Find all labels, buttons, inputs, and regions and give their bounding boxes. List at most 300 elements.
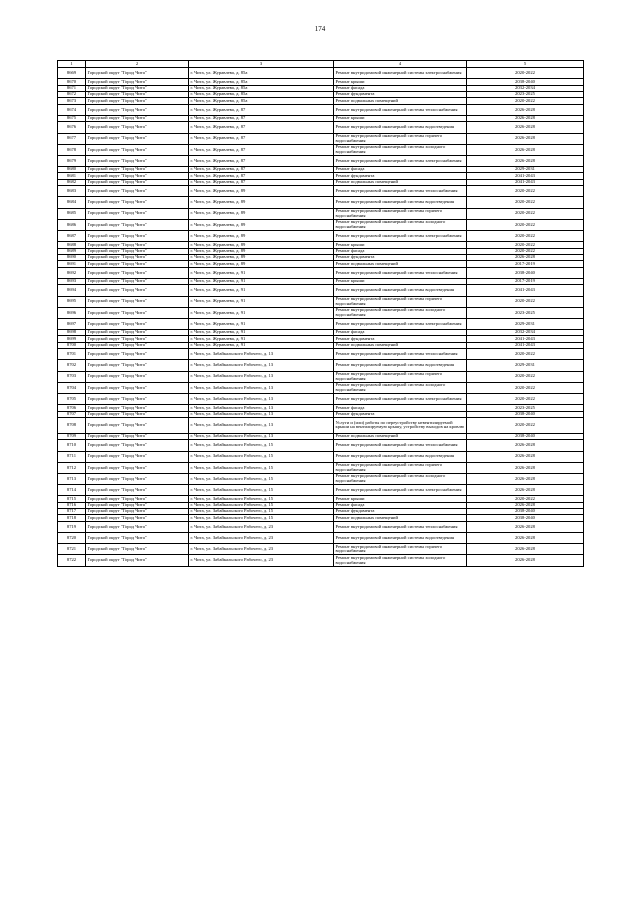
table-row — [58, 133, 584, 144]
cell-period: 2017-2019 — [467, 278, 584, 284]
header-cell-1: 1 — [58, 61, 86, 68]
cell-work-type: Ремонт подвальных помещений — [334, 342, 467, 348]
cell-work-type: Ремонт фундамента — [334, 91, 467, 97]
cell-address: г. Чита, ул. Забайкальского Рабочего, д. 15 — [189, 496, 334, 502]
cell-work-type: Ремонт подвальных помещений — [334, 261, 467, 267]
cell-work-type: Ремонт внутридомовой инженерной системы холодного водоснабжения — [334, 555, 467, 566]
table-row — [58, 473, 584, 484]
cell-address: г. Чита, ул. Забайкальского Рабочего, д. 15 — [189, 509, 334, 515]
cell-work-type: Ремонт внутридомовой инженерной системы горячего водоснабжения — [334, 462, 467, 473]
table-row — [58, 197, 584, 208]
cell-row-number: 8717 — [58, 509, 86, 515]
cell-period: 2020-2022 — [467, 231, 584, 242]
cell-address: г. Чита, ул. Забайкальского Рабочего, д. 15 — [189, 440, 334, 451]
cell-row-number: 8672 — [58, 91, 86, 97]
cell-municipality: Городской округ "Город Чита" — [86, 167, 189, 173]
cell-row-number: 8686 — [58, 219, 86, 230]
cell-row-number: 8702 — [58, 360, 86, 371]
cell-municipality: Городской округ "Город Чита" — [86, 261, 189, 267]
cell-row-number: 8720 — [58, 533, 86, 544]
cell-address: г. Чита, ул. Забайкальского Рабочего, д. 15 — [189, 473, 334, 484]
cell-municipality: Городской округ "Город Чита" — [86, 411, 189, 417]
cell-work-type: Услуги и (или) работы по переустройству невентилируемой крыши на вентилируемую крышу, устройству выходов на кровлю — [334, 417, 467, 433]
cell-period: 2026-2028 — [467, 485, 584, 496]
cell-row-number: 8680 — [58, 167, 86, 173]
cell-municipality: Городской округ "Город Чита" — [86, 440, 189, 451]
cell-municipality: Городской округ "Город Чита" — [86, 85, 189, 91]
cell-work-type: Ремонт подвальных помещений — [334, 515, 467, 521]
cell-municipality: Городской округ "Город Чита" — [86, 98, 189, 104]
cell-address: г. Чита, ул. Забайкальского Рабочего, д. 23 — [189, 555, 334, 566]
cell-municipality: Городской округ "Город Чита" — [86, 349, 189, 360]
page-number: 174 — [314, 25, 326, 33]
cell-row-number: 8712 — [58, 462, 86, 473]
cell-row-number: 8689 — [58, 248, 86, 254]
cell-municipality: Городской округ "Город Чита" — [86, 144, 189, 155]
cell-work-type: Ремонт фундамента — [334, 173, 467, 179]
table-row — [58, 360, 584, 371]
cell-work-type: Ремонт крыши — [334, 278, 467, 284]
cell-address: г. Чита, ул. Журавлева, д. 85а — [189, 91, 334, 97]
cell-address: г. Чита, ул. Журавлева, д. 91 — [189, 307, 334, 318]
cell-period: 2029-2031 — [467, 318, 584, 329]
cell-row-number: 8719 — [58, 521, 86, 532]
cell-work-type: Ремонт внутридомовой инженерной системы холодного водоснабжения — [334, 307, 467, 318]
cell-work-type: Ремонт фундамента — [334, 509, 467, 515]
cell-row-number: 8697 — [58, 318, 86, 329]
cell-work-type: Ремонт внутридомовой инженерной системы горячего водоснабжения — [334, 371, 467, 382]
cell-period: 2020-2022 — [467, 208, 584, 219]
cell-work-type: Ремонт фасада — [334, 330, 467, 336]
cell-row-number: 8670 — [58, 79, 86, 85]
cell-address: г. Чита, ул. Журавлева, д. 91 — [189, 296, 334, 307]
cell-row-number: 8688 — [58, 242, 86, 248]
cell-row-number: 8681 — [58, 173, 86, 179]
cell-municipality: Городской округ "Город Чита" — [86, 555, 189, 566]
cell-period: 2026-2028 — [467, 104, 584, 115]
cell-address: г. Чита, ул. Забайкальского Рабочего, д. 23 — [189, 544, 334, 555]
cell-period: 2020-2022 — [467, 382, 584, 393]
cell-row-number: 8684 — [58, 197, 86, 208]
cell-row-number: 8703 — [58, 371, 86, 382]
cell-municipality: Городской округ "Город Чита" — [86, 371, 189, 382]
cell-address: г. Чита, ул. Забайкальского Рабочего, д. 13 — [189, 382, 334, 393]
cell-address: г. Чита, ул. Забайкальского Рабочего, д. 13 — [189, 417, 334, 433]
capital-repair-table — [57, 60, 584, 567]
cell-municipality: Городской округ "Город Чита" — [86, 462, 189, 473]
cell-work-type: Ремонт внутридомовой инженерной системы водоотведения — [334, 122, 467, 133]
cell-municipality: Городской округ "Город Чита" — [86, 318, 189, 329]
cell-row-number: 8691 — [58, 261, 86, 267]
cell-municipality: Городской округ "Город Чита" — [86, 79, 189, 85]
cell-period: 2038-2040 — [467, 79, 584, 85]
header-row — [58, 61, 584, 68]
cell-period: 2026-2028 — [467, 155, 584, 166]
cell-work-type: Ремонт фасада — [334, 167, 467, 173]
cell-municipality: Городской округ "Город Чита" — [86, 521, 189, 532]
cell-period: 2020-2022 — [467, 248, 584, 254]
table-row — [58, 267, 584, 278]
cell-address: г. Чита, ул. Журавлева, д. 89 — [189, 242, 334, 248]
table-row — [58, 555, 584, 566]
cell-work-type: Ремонт внутридомовой инженерной системы теплоснабжения — [334, 440, 467, 451]
table-row — [58, 485, 584, 496]
cell-address: г. Чита, ул. Журавлева, д. 91 — [189, 336, 334, 342]
cell-row-number: 8714 — [58, 485, 86, 496]
cell-municipality: Городской округ "Город Чита" — [86, 197, 189, 208]
cell-municipality: Городской округ "Город Чита" — [86, 133, 189, 144]
cell-address: г. Чита, ул. Забайкальского Рабочего, д. 13 — [189, 360, 334, 371]
cell-municipality: Городской округ "Город Чита" — [86, 219, 189, 230]
cell-row-number: 8705 — [58, 394, 86, 405]
cell-work-type: Ремонт внутридомовой инженерной системы электроснабжения — [334, 155, 467, 166]
cell-period: 2020-2022 — [467, 219, 584, 230]
cell-municipality: Городской округ "Город Чита" — [86, 405, 189, 411]
cell-address: г. Чита, ул. Журавлева, д. 89 — [189, 231, 334, 242]
cell-municipality: Городской округ "Город Чита" — [86, 186, 189, 197]
cell-row-number: 8704 — [58, 382, 86, 393]
cell-period: 2020-2022 — [467, 197, 584, 208]
cell-address: г. Чита, ул. Журавлева, д. 85а — [189, 79, 334, 85]
cell-row-number: 8671 — [58, 85, 86, 91]
cell-address: г. Чита, ул. Журавлева, д. 85а — [189, 85, 334, 91]
cell-work-type: Ремонт внутридомовой инженерной системы электроснабжения — [334, 231, 467, 242]
cell-address: г. Чита, ул. Журавлева, д. 87 — [189, 115, 334, 121]
cell-row-number: 8713 — [58, 473, 86, 484]
cell-work-type: Ремонт внутридомовой инженерной системы водоотведения — [334, 360, 467, 371]
cell-row-number: 8700 — [58, 342, 86, 348]
cell-work-type: Ремонт внутридомовой инженерной системы теплоснабжения — [334, 104, 467, 115]
cell-period: 2038-2040 — [467, 515, 584, 521]
cell-work-type: Ремонт фасада — [334, 248, 467, 254]
cell-period: 2020-2022 — [467, 417, 584, 433]
cell-work-type: Ремонт фундамента — [334, 336, 467, 342]
cell-period: 2020-2022 — [467, 242, 584, 248]
table-row — [58, 307, 584, 318]
cell-address: г. Чита, ул. Забайкальского Рабочего, д. 13 — [189, 405, 334, 411]
cell-municipality: Городской округ "Город Чита" — [86, 330, 189, 336]
cell-row-number: 8721 — [58, 544, 86, 555]
cell-work-type: Ремонт фундамента — [334, 254, 467, 260]
table-row — [58, 296, 584, 307]
cell-row-number: 8715 — [58, 496, 86, 502]
table-row — [58, 285, 584, 296]
cell-work-type: Ремонт крыши — [334, 79, 467, 85]
cell-row-number: 8687 — [58, 231, 86, 242]
cell-municipality: Городской округ "Город Чита" — [86, 502, 189, 508]
cell-work-type: Ремонт внутридомовой инженерной системы электроснабжения — [334, 485, 467, 496]
cell-period: 2026-2028 — [467, 533, 584, 544]
cell-period: 2017-2019 — [467, 261, 584, 267]
cell-municipality: Городской округ "Город Чита" — [86, 254, 189, 260]
cell-period: 2023-2025 — [467, 91, 584, 97]
cell-period: 2032-2034 — [467, 85, 584, 91]
cell-row-number: 8701 — [58, 349, 86, 360]
cell-period: 2026-2028 — [467, 502, 584, 508]
cell-row-number: 8683 — [58, 186, 86, 197]
cell-period: 2020-2022 — [467, 186, 584, 197]
cell-municipality: Городской округ "Город Чита" — [86, 248, 189, 254]
cell-row-number: 8709 — [58, 433, 86, 439]
cell-address: г. Чита, ул. Журавлева, д. 87 — [189, 155, 334, 166]
header-cell-3: 3 — [189, 61, 334, 68]
cell-municipality: Городской округ "Город Чита" — [86, 155, 189, 166]
cell-municipality: Городской округ "Город Чита" — [86, 91, 189, 97]
cell-work-type: Ремонт фасада — [334, 405, 467, 411]
cell-work-type: Ремонт внутридомовой инженерной системы холодного водоснабжения — [334, 144, 467, 155]
cell-row-number: 8718 — [58, 515, 86, 521]
cell-row-number: 8707 — [58, 411, 86, 417]
cell-municipality: Городской округ "Город Чита" — [86, 360, 189, 371]
cell-period: 2020-2022 — [467, 496, 584, 502]
cell-address: г. Чита, ул. Журавлева, д. 91 — [189, 267, 334, 278]
table-row — [58, 231, 584, 242]
cell-municipality: Городской округ "Город Чита" — [86, 267, 189, 278]
table-row — [58, 208, 584, 219]
cell-period: 2020-2022 — [467, 394, 584, 405]
cell-work-type: Ремонт внутридомовой инженерной системы электроснабжения — [334, 318, 467, 329]
cell-period: 2026-2028 — [467, 122, 584, 133]
cell-work-type: Ремонт внутридомовой инженерной системы горячего водоснабжения — [334, 544, 467, 555]
cell-period: 2041-2043 — [467, 336, 584, 342]
cell-period: 2026-2028 — [467, 555, 584, 566]
table-row — [58, 451, 584, 462]
cell-address: г. Чита, ул. Журавлева, д. 87 — [189, 179, 334, 185]
cell-address: г. Чита, ул. Журавлева, д. 91 — [189, 285, 334, 296]
cell-period: 2026-2028 — [467, 473, 584, 484]
cell-row-number: 8708 — [58, 417, 86, 433]
cell-municipality: Городской округ "Город Чита" — [86, 122, 189, 133]
cell-work-type: Ремонт внутридомовой инженерной системы холодного водоснабжения — [334, 219, 467, 230]
cell-row-number: 8692 — [58, 267, 86, 278]
cell-row-number: 8682 — [58, 179, 86, 185]
cell-period: 2038-2040 — [467, 267, 584, 278]
table-row — [58, 521, 584, 532]
cell-address: г. Чита, ул. Журавлева, д. 85а — [189, 98, 334, 104]
cell-work-type: Ремонт внутридомовой инженерной системы теплоснабжения — [334, 186, 467, 197]
cell-row-number: 8722 — [58, 555, 86, 566]
cell-address: г. Чита, ул. Забайкальского Рабочего, д. 15 — [189, 462, 334, 473]
cell-address: г. Чита, ул. Журавлева, д. 91 — [189, 342, 334, 348]
cell-municipality: Городской округ "Город Чита" — [86, 285, 189, 296]
cell-work-type: Ремонт крыши — [334, 115, 467, 121]
cell-municipality: Городской округ "Город Чита" — [86, 104, 189, 115]
cell-row-number: 8706 — [58, 405, 86, 411]
cell-municipality: Городской округ "Город Чита" — [86, 342, 189, 348]
table-row — [58, 155, 584, 166]
cell-period: 2041-2043 — [467, 342, 584, 348]
cell-municipality: Городской округ "Город Чита" — [86, 296, 189, 307]
cell-row-number: 8698 — [58, 330, 86, 336]
cell-address: г. Чита, ул. Забайкальского Рабочего, д. 13 — [189, 394, 334, 405]
cell-address: г. Чита, ул. Журавлева, д. 89 — [189, 219, 334, 230]
cell-address: г. Чита, ул. Журавлева, д. 87 — [189, 133, 334, 144]
cell-municipality: Городской округ "Город Чита" — [86, 179, 189, 185]
cell-row-number: 8677 — [58, 133, 86, 144]
table-row — [58, 382, 584, 393]
cell-municipality: Городской округ "Город Чита" — [86, 515, 189, 521]
cell-municipality: Городской округ "Город Чита" — [86, 533, 189, 544]
cell-period: 2029-2031 — [467, 360, 584, 371]
cell-row-number: 8716 — [58, 502, 86, 508]
cell-row-number: 8710 — [58, 440, 86, 451]
cell-period: 2026-2028 — [467, 440, 584, 451]
cell-work-type: Ремонт внутридомовой инженерной системы водоотведения — [334, 285, 467, 296]
cell-row-number: 8685 — [58, 208, 86, 219]
cell-work-type: Ремонт внутридомовой инженерной системы водоотведения — [334, 197, 467, 208]
table-row — [58, 144, 584, 155]
table-body — [58, 61, 584, 567]
cell-work-type: Ремонт внутридомовой инженерной системы водоотведения — [334, 451, 467, 462]
cell-municipality: Городской округ "Город Чита" — [86, 544, 189, 555]
cell-row-number: 8696 — [58, 307, 86, 318]
cell-work-type: Ремонт внутридомовой инженерной системы электроснабжения — [334, 394, 467, 405]
cell-address: г. Чита, ул. Забайкальского Рабочего, д. 13 — [189, 411, 334, 417]
cell-work-type: Ремонт подвальных помещений — [334, 433, 467, 439]
cell-address: г. Чита, ул. Журавлева, д. 87 — [189, 144, 334, 155]
cell-municipality: Городской округ "Город Чита" — [86, 278, 189, 284]
cell-work-type: Ремонт внутридомовой инженерной системы холодного водоснабжения — [334, 473, 467, 484]
cell-address: г. Чита, ул. Журавлева, д. 89 — [189, 248, 334, 254]
cell-period: 2032-2034 — [467, 330, 584, 336]
cell-address: г. Чита, ул. Журавлева, д. 89 — [189, 261, 334, 267]
cell-work-type: Ремонт внутридомовой инженерной системы электроснабжения — [334, 68, 467, 79]
cell-row-number: 8711 — [58, 451, 86, 462]
cell-address: г. Чита, ул. Забайкальского Рабочего, д. 15 — [189, 451, 334, 462]
cell-row-number: 8669 — [58, 68, 86, 79]
table-row — [58, 122, 584, 133]
table-row — [58, 544, 584, 555]
cell-municipality: Городской округ "Город Чита" — [86, 242, 189, 248]
header-cell-5: 5 — [467, 61, 584, 68]
table-row — [58, 394, 584, 405]
cell-municipality: Городской округ "Город Чита" — [86, 68, 189, 79]
cell-work-type: Ремонт фундамента — [334, 411, 467, 417]
cell-municipality: Городской округ "Город Чита" — [86, 173, 189, 179]
cell-work-type: Ремонт внутридомовой инженерной системы горячего водоснабжения — [334, 208, 467, 219]
cell-period: 2038-2040 — [467, 509, 584, 515]
cell-address: г. Чита, ул. Журавлева, д. 89 — [189, 197, 334, 208]
cell-municipality: Городской округ "Город Чита" — [86, 451, 189, 462]
cell-row-number: 8673 — [58, 98, 86, 104]
table-row — [58, 104, 584, 115]
cell-municipality: Городской округ "Город Чита" — [86, 231, 189, 242]
table-row — [58, 440, 584, 451]
cell-address: г. Чита, ул. Журавлева, д. 87 — [189, 104, 334, 115]
cell-address: г. Чита, ул. Журавлева, д. 91 — [189, 278, 334, 284]
table-row — [58, 68, 584, 79]
cell-work-type: Ремонт внутридомовой инженерной системы теплоснабжения — [334, 521, 467, 532]
cell-address: г. Чита, ул. Журавлева, д. 89 — [189, 186, 334, 197]
table-row — [58, 186, 584, 197]
header-cell-2: 2 — [86, 61, 189, 68]
table-row — [58, 219, 584, 230]
cell-row-number: 8699 — [58, 336, 86, 342]
cell-period: 2026-2028 — [467, 462, 584, 473]
cell-period: 2020-2022 — [467, 98, 584, 104]
cell-municipality: Городской округ "Город Чита" — [86, 496, 189, 502]
cell-work-type: Ремонт фасада — [334, 502, 467, 508]
cell-municipality: Городской округ "Город Чита" — [86, 473, 189, 484]
cell-work-type: Ремонт внутридомовой инженерной системы холодного водоснабжения — [334, 382, 467, 393]
cell-row-number: 8690 — [58, 254, 86, 260]
cell-work-type: Ремонт внутридомовой инженерной системы горячего водоснабжения — [334, 296, 467, 307]
cell-municipality: Городской округ "Город Чита" — [86, 433, 189, 439]
cell-address: г. Чита, ул. Забайкальского Рабочего, д. 13 — [189, 371, 334, 382]
table-row — [58, 349, 584, 360]
cell-period: 2026-2028 — [467, 521, 584, 532]
cell-address: г. Чита, ул. Забайкальского Рабочего, д. 13 — [189, 433, 334, 439]
table-row — [58, 417, 584, 433]
cell-period: 2023-2025 — [467, 405, 584, 411]
cell-row-number: 8676 — [58, 122, 86, 133]
table-row — [58, 371, 584, 382]
cell-row-number: 8674 — [58, 104, 86, 115]
cell-period: 2023-2025 — [467, 307, 584, 318]
cell-work-type: Ремонт крыши — [334, 496, 467, 502]
cell-period: 2026-2028 — [467, 544, 584, 555]
cell-period: 2026-2028 — [467, 133, 584, 144]
cell-row-number: 8675 — [58, 115, 86, 121]
cell-address: г. Чита, ул. Журавлева, д. 91 — [189, 318, 334, 329]
cell-address: г. Чита, ул. Журавлева, д. 87 — [189, 122, 334, 133]
cell-period: 2041-2043 — [467, 179, 584, 185]
cell-period: 2020-2022 — [467, 371, 584, 382]
cell-work-type: Ремонт внутридомовой инженерной системы горячего водоснабжения — [334, 133, 467, 144]
cell-municipality: Городской округ "Город Чита" — [86, 115, 189, 121]
cell-municipality: Городской округ "Город Чита" — [86, 382, 189, 393]
cell-address: г. Чита, ул. Забайкальского Рабочего, д. 23 — [189, 533, 334, 544]
table-row — [58, 462, 584, 473]
cell-address: г. Чита, ул. Журавлева, д. 87 — [189, 167, 334, 173]
cell-address: г. Чита, ул. Журавлева, д. 89 — [189, 254, 334, 260]
cell-work-type: Ремонт внутридомовой инженерной системы теплоснабжения — [334, 267, 467, 278]
cell-period: 2020-2022 — [467, 349, 584, 360]
cell-row-number: 8678 — [58, 144, 86, 155]
cell-work-type: Ремонт внутридомовой инженерной системы теплоснабжения — [334, 349, 467, 360]
cell-period: 2020-2022 — [467, 296, 584, 307]
cell-period: 2026-2028 — [467, 254, 584, 260]
cell-municipality: Городской округ "Город Чита" — [86, 336, 189, 342]
cell-period: 2026-2028 — [467, 144, 584, 155]
header-cell-4: 4 — [334, 61, 467, 68]
cell-municipality: Городской округ "Город Чита" — [86, 307, 189, 318]
cell-address: г. Чита, ул. Журавлева, д. 89 — [189, 208, 334, 219]
cell-municipality: Городской округ "Город Чита" — [86, 509, 189, 515]
cell-work-type: Ремонт подвальных помещений — [334, 179, 467, 185]
cell-period: 2041-2043 — [467, 285, 584, 296]
table-row — [58, 318, 584, 329]
cell-work-type: Ремонт внутридомовой инженерной системы водоотведения — [334, 533, 467, 544]
cell-address: г. Чита, ул. Забайкальского Рабочего, д. 23 — [189, 521, 334, 532]
cell-address: г. Чита, ул. Журавлева, д. 85а — [189, 68, 334, 79]
cell-row-number: 8694 — [58, 285, 86, 296]
cell-work-type: Ремонт фасада — [334, 85, 467, 91]
cell-period: 2026-2028 — [467, 451, 584, 462]
cell-period: 2038-2040 — [467, 433, 584, 439]
cell-municipality: Городской округ "Город Чита" — [86, 394, 189, 405]
cell-row-number: 8693 — [58, 278, 86, 284]
cell-period: 2029-2031 — [467, 167, 584, 173]
cell-address: г. Чита, ул. Забайкальского Рабочего, д. 15 — [189, 515, 334, 521]
cell-period: 2026-2028 — [467, 115, 584, 121]
cell-municipality: Городской округ "Город Чита" — [86, 417, 189, 433]
cell-period: 2041-2043 — [467, 173, 584, 179]
cell-municipality: Городской округ "Город Чита" — [86, 485, 189, 496]
table-row — [58, 533, 584, 544]
cell-municipality: Городской округ "Город Чита" — [86, 208, 189, 219]
cell-address: г. Чита, ул. Забайкальского Рабочего, д. 15 — [189, 502, 334, 508]
